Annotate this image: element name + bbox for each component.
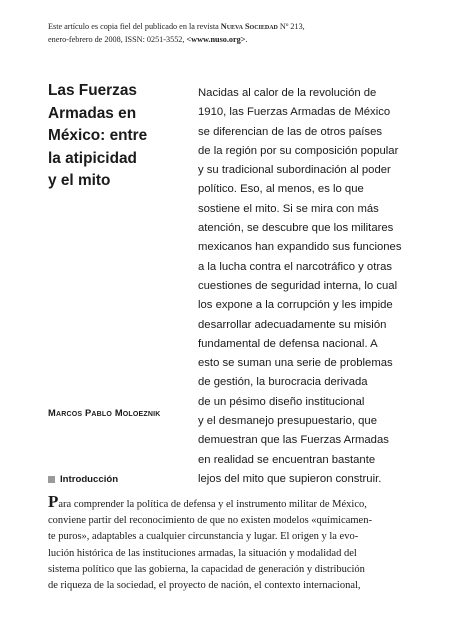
abstract-line: de la región por su composición popular (198, 144, 399, 157)
abstract-line: en realidad se encuentran bastante (198, 453, 376, 466)
issue-number: Nº 213, (277, 22, 305, 31)
abstract-line: esto se suman una serie de problemas (198, 357, 393, 370)
notice-line-2 (48, 33, 378, 46)
body-text (48, 492, 398, 594)
title-line: México: entre (48, 127, 148, 144)
abstract-line: fundamental de defensa nacional. A (198, 337, 378, 350)
abstract-line: demuestran que las Fuerzas Armadas (198, 434, 389, 447)
abstract-line: Nacidas al calor de la revolución de (198, 87, 377, 99)
section-heading (48, 474, 118, 485)
abstract-line: mexicanos han expandido sus funciones (198, 241, 402, 254)
abstract-line: y el desmanejo presupuestario, que (198, 415, 377, 428)
abstract-line: 1910, las Fuerzas Armadas de México (198, 106, 391, 119)
abstract-line: de un pésimo diseño institucional (198, 395, 365, 408)
section-marker-icon (48, 476, 55, 483)
abstract-line: cuestiones de seguridad interna, lo cual (198, 279, 398, 292)
title-line: la atipicidad (48, 149, 137, 167)
title-line: Armadas en (48, 104, 137, 122)
journal-name: Nueva Sociedad (220, 22, 278, 31)
section-heading-label: Introducción (60, 474, 119, 485)
issn-text: enero-febrero de 2008, ISSN: 0251-3552, (48, 35, 187, 44)
title-line: y el mito (48, 172, 111, 189)
body-line: conviene partir del reconocimiento de que no existen modelos «químicamen- (48, 515, 372, 527)
abstract-line: atención, se descubre que los militares (198, 222, 394, 235)
abstract-line: se diferencian de las de otros países (198, 125, 382, 138)
body-first-line (48, 492, 398, 513)
abstract-line: a la lucha contra el narcotráfico y otras (198, 260, 393, 273)
body-line: de riqueza de la sociedad, el proyecto de nación, el contexto internacional, (48, 580, 361, 592)
notice-text: Este artículo es copia fiel del publicado en la revista (48, 22, 221, 31)
copyright-notice (48, 20, 378, 46)
abstract-line: lejos del mito que supieron construir. (198, 472, 382, 485)
notice-line-1 (48, 20, 378, 33)
body-first-line-text: ara comprender la política de defensa y el instrumento militar de México, (58, 499, 367, 510)
body-line: lución histórica de las instituciones armadas, la situación y modalidad del (48, 547, 357, 559)
abstract-line: desarrollar adecuadamente su misión (198, 318, 387, 331)
abstract-line: político. Eso, al menos, es lo que (198, 183, 364, 196)
title-line: Las Fuerzas (48, 82, 137, 99)
abstract-line: de gestión, la burocracia derivada (198, 376, 368, 389)
abstract-line: sostiene el mito. Si se mira con más (198, 202, 379, 215)
body-line: te puros», adaptables a cualquier circunstancia y lugar. El origen y la evo- (48, 531, 359, 543)
abstract-line: los expone a la corrupción y les impide (198, 299, 393, 312)
article-abstract (198, 84, 413, 489)
body-line: sistema político que las gobierna, la capacidad de generación y distribución (48, 563, 365, 575)
notice-period: . (245, 35, 248, 44)
journal-url[interactable]: <www.nuso.org> (186, 35, 246, 44)
author-name: Marcos Pablo Moloeznik (48, 408, 161, 418)
article-title (48, 80, 183, 193)
abstract-line: y su tradicional subordinación al poder (198, 164, 391, 177)
drop-cap: P (48, 492, 59, 511)
